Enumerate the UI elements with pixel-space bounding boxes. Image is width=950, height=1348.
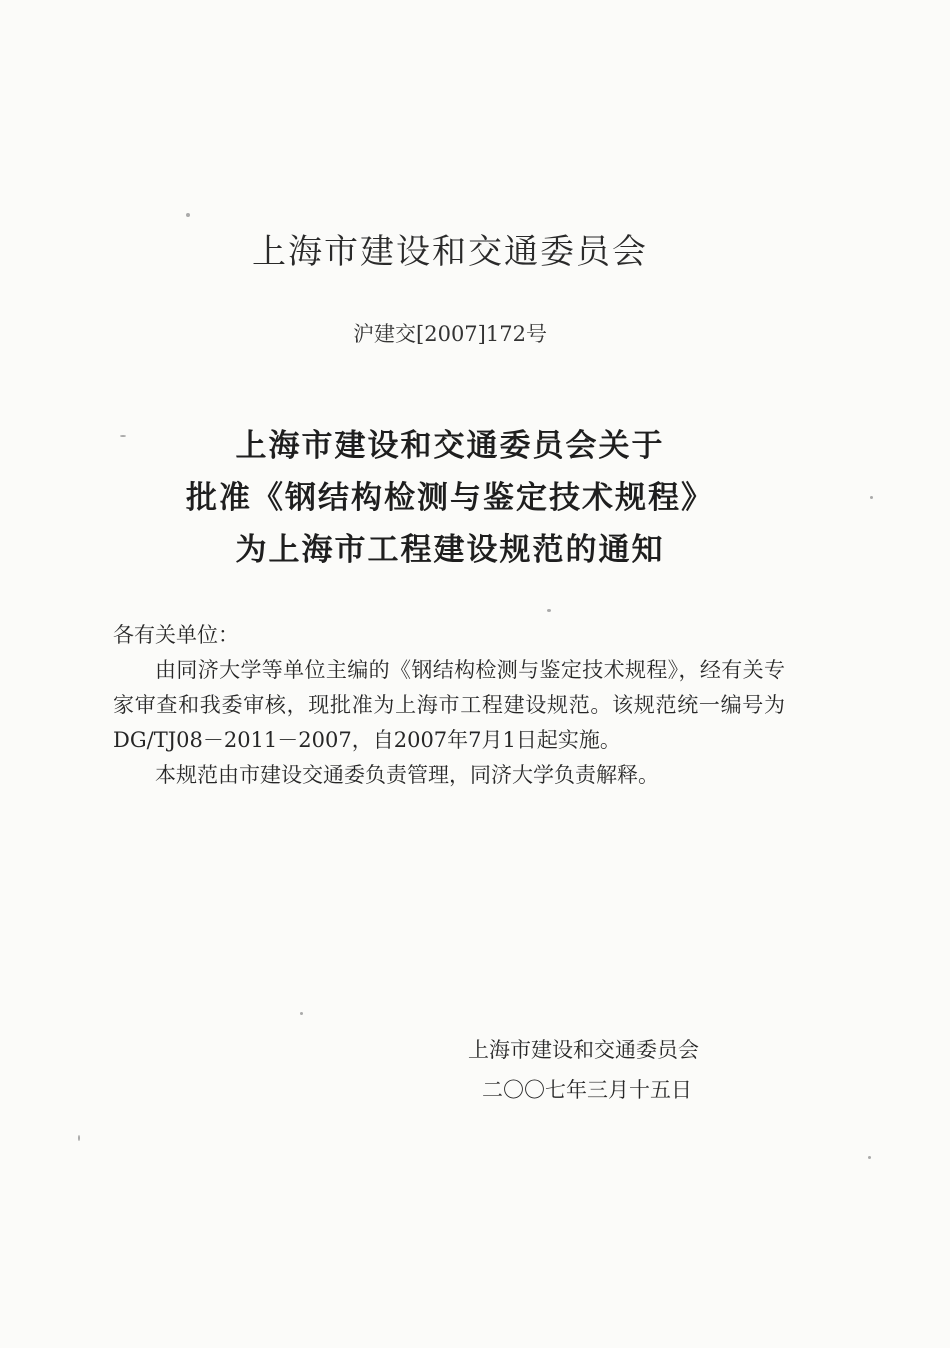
notice-title bbox=[0, 420, 900, 576]
document-number: 沪建交[2007]172号 bbox=[353, 322, 547, 346]
salutation: 各有关单位： bbox=[113, 623, 239, 647]
scan-speck bbox=[547, 609, 551, 612]
body-paragraph: 本规范由市建设交通委负责管理，同济大学负责解释。 bbox=[155, 763, 659, 787]
title-line: 上海市建设和交通委员会关于 bbox=[235, 428, 665, 464]
scan-speck bbox=[186, 213, 190, 217]
title-line: 批准《钢结构检测与鉴定技术规程》 bbox=[186, 480, 714, 516]
scan-speck bbox=[300, 1012, 303, 1015]
issuer-heading: 上海市建设和交通委员会 bbox=[252, 232, 648, 272]
signing-organization: 上海市建设和交通委员会 bbox=[468, 1038, 699, 1062]
scan-speck bbox=[868, 1156, 871, 1159]
notice-body bbox=[113, 618, 785, 793]
title-line: 为上海市工程建设规范的通知 bbox=[235, 532, 665, 568]
body-paragraph: 由同济大学等单位主编的《钢结构检测与鉴定技术规程》，经有关专家审查和我委审核，现批准为上海市工程建设规范。该规范统一编号为DG/TJ08－2011－2007，自2007年7月1日起实施。 bbox=[113, 658, 785, 752]
scan-speck bbox=[78, 1135, 80, 1141]
signature-block bbox=[468, 1030, 699, 1110]
signing-date: 二〇〇七年三月十五日 bbox=[482, 1078, 692, 1102]
